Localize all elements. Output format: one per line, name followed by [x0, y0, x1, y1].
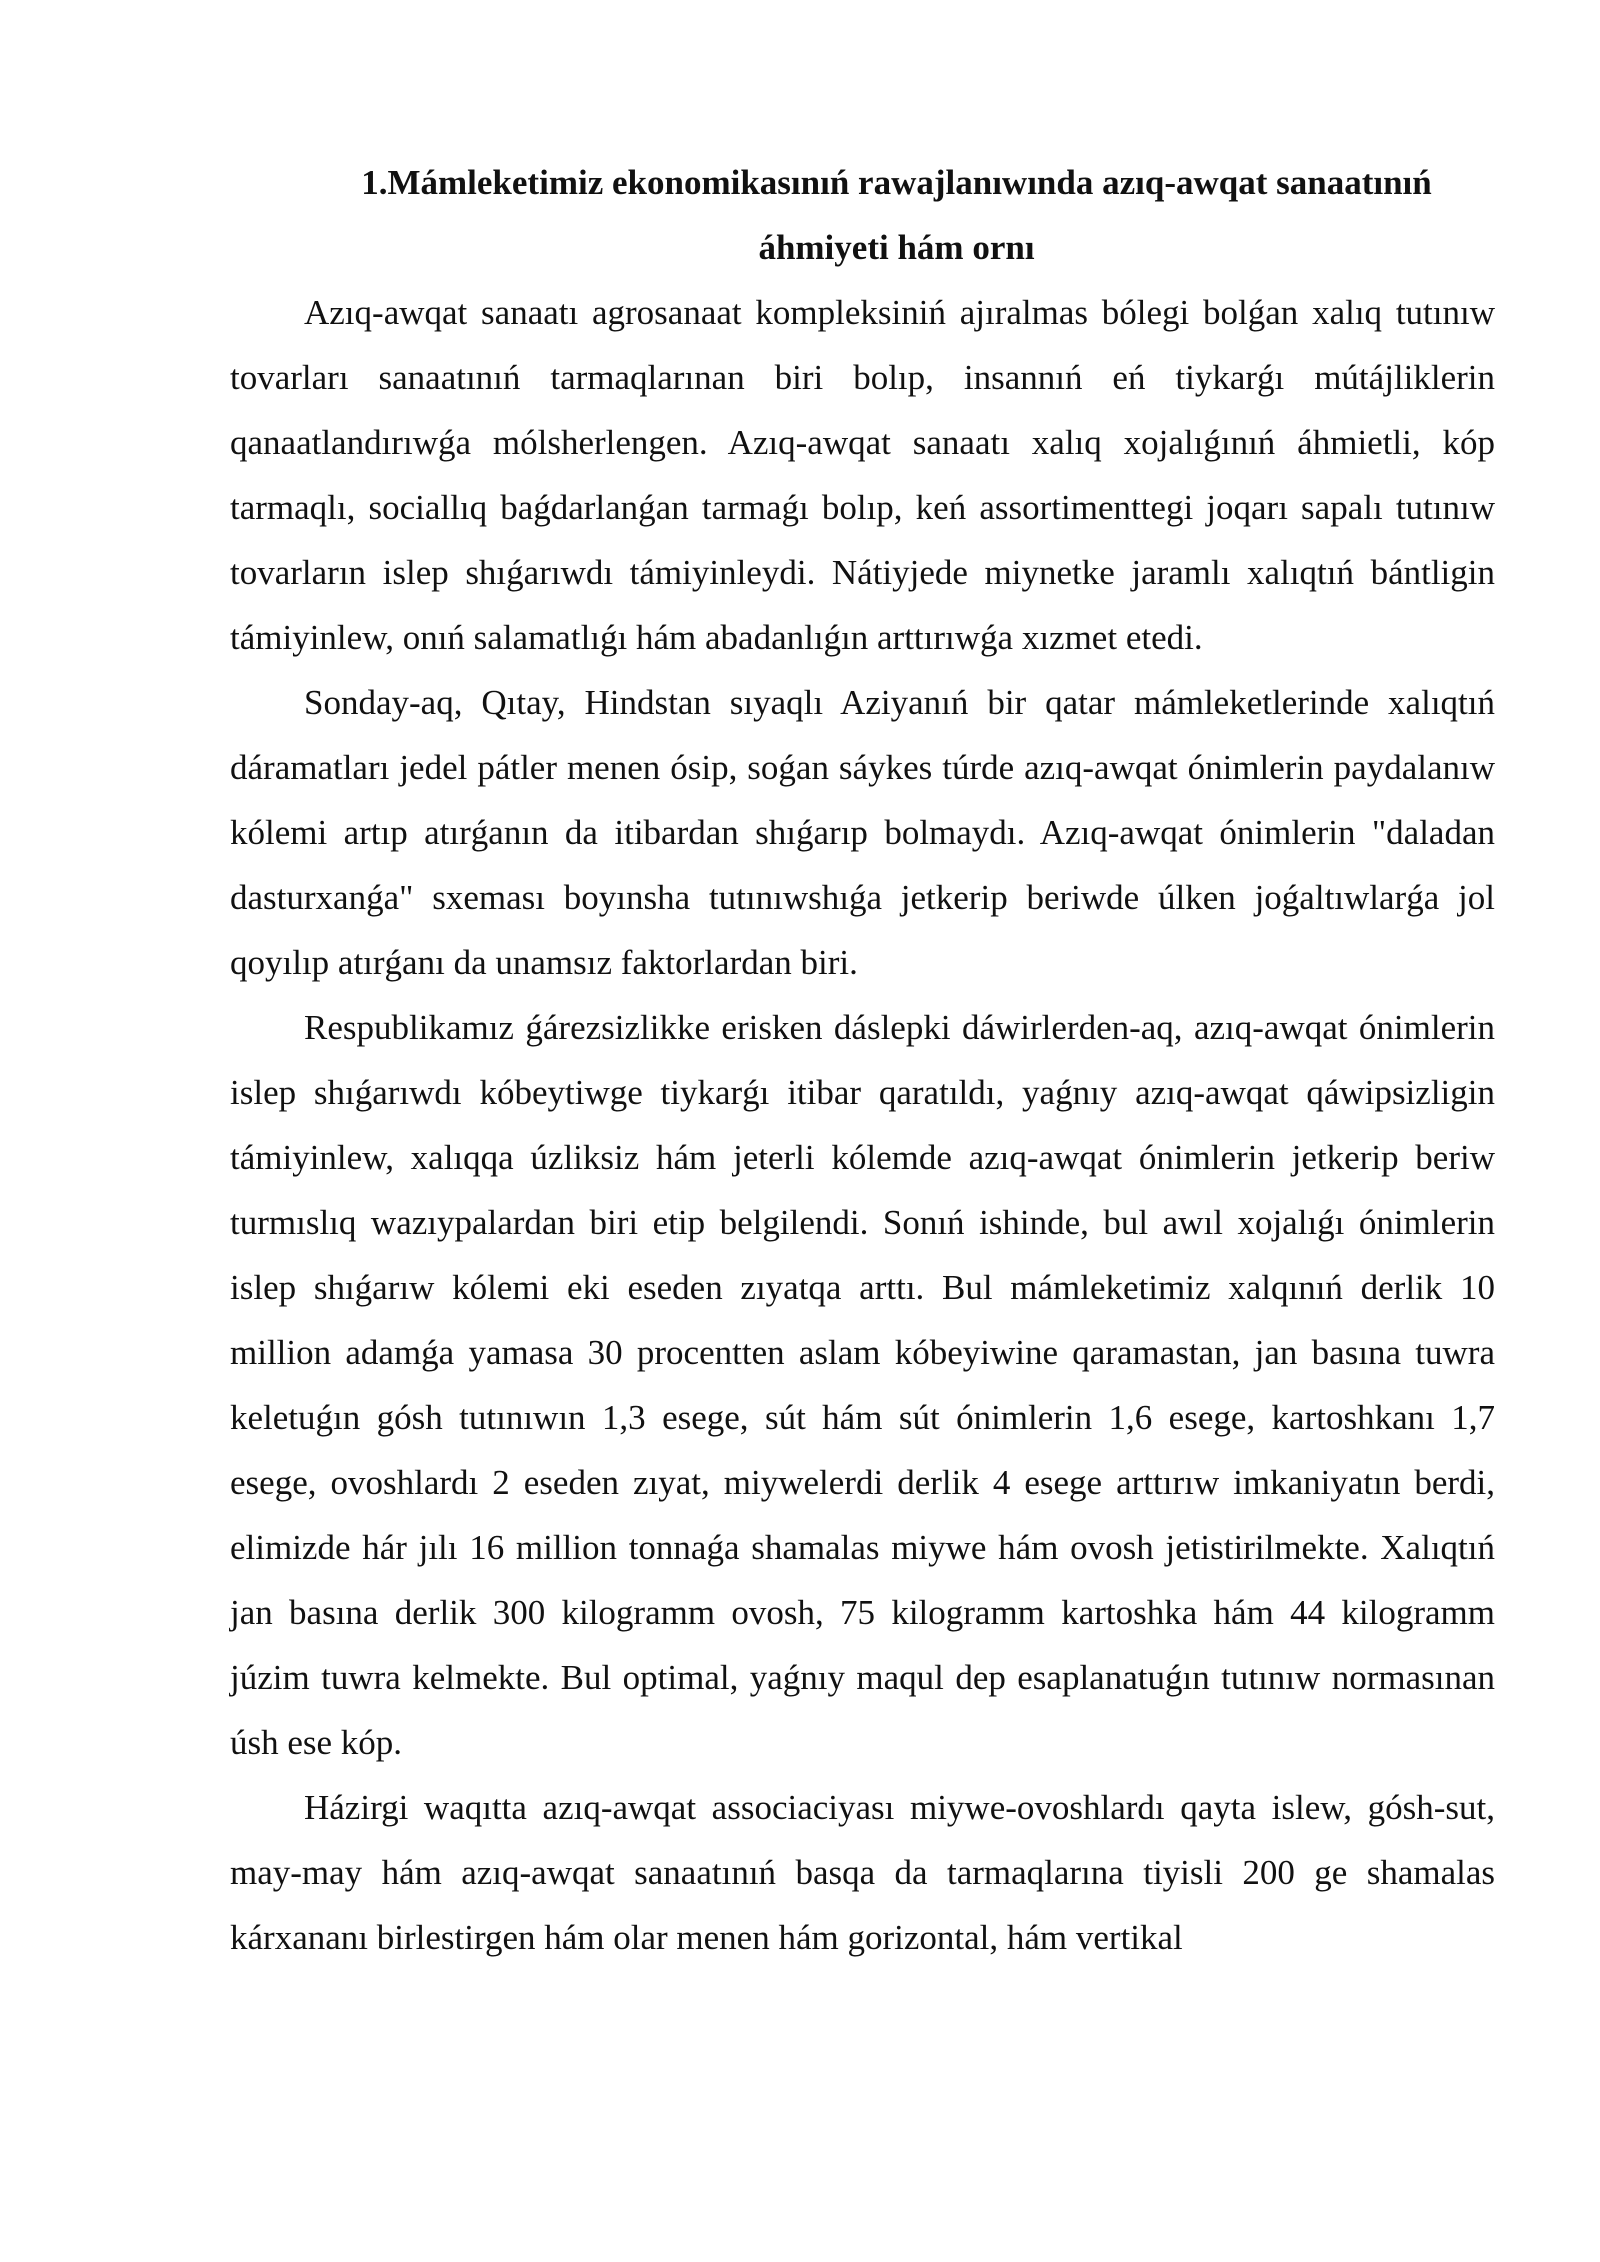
section-title: 1.Mámleketimiz ekonomikasınıń rawajlanıwında azıq-awqat sanaatınıń áhmiyeti hám ornı	[361, 163, 1432, 267]
paragraph-3: Respublikamız ǵárezsizlikke erisken dáslepki dáwirlerden-aq, azıq-awqat ónimlerin islep shıǵarıwdı kóbeytiwge tiykarǵı itibar qaratıldı, yaǵnıy azıq-awqat qáwipsizligin támiyinlew, xalıqqa úzliksiz hám jeterli kólemde azıq-awqat ónimlerin jetkerip beriw turmıslıq wazıypalardan biri etip belgilendi. Sonıń ishinde, bul awıl xojalıǵı ónimlerin islep shıǵarıw kólemi eki eseden zıyatqa arttı. Bul mámleketimiz xalqınıń derlik 10 million adamǵa yamasa 30 procentten aslam kóbeyiwine qaramastan, jan basına tuwra keletuǵın gósh tutınıwın 1,3 esege, sút hám sút ónimlerin 1,6 esege, kartoshkanı 1,7 esege, ovoshlardı 2 eseden zıyat, miywelerdi derlik 4 esege arttırıw imkaniyatın berdi, elimizde hár jılı 16 million tonnaǵa shamalas miywe hám ovosh jetistirilmekte. Xalıqtıń jan basına derlik 300 kilogramm ovosh, 75 kilogramm kartoshka hám 44 kilogramm júzim tuwra kelmekte. Bul optimal, yaǵnıy maqul dep esaplanatuǵın tutınıw normasınan úsh ese kóp.	[230, 1008, 1495, 1762]
document-body	[230, 150, 1495, 1970]
paragraph-2: Sonday-aq, Qıtay, Hindstan sıyaqlı Aziyanıń bir qatar mámleketlerinde xalıqtıń dáramatları jedel pátler menen ósip, soǵan sáykes túrde azıq-awqat ónimlerin paydalanıw kólemi artıp atırǵanın da itibardan shıǵarıp bolmaydı. Azıq-awqat ónimlerin "daladan dasturxanǵa" sxeması boyınsha tutınıwshıǵa jetkerip beriwde úlken joǵaltıwlarǵa jol qoyılıp atırǵanı da unamsız faktorlardan biri.	[230, 683, 1495, 982]
paragraph-1: Azıq-awqat sanaatı agrosanaat kompleksiniń ajıralmas bólegi bolǵan xalıq tutınıw tovarları sanaatınıń tarmaqlarınan biri bolıp, insannıń eń tiykarǵı mútájliklerin qanaatlandırıwǵa mólsherlengen. Azıq-awqat sanaatı xalıq xojalıǵınıń áhmietli, kóp tarmaqlı, sociallıq baǵdarlanǵan tarmaǵı bolıp, keń assortimenttegi joqarı sapalı tutınıw tovarların islep shıǵarıwdı támiyinleydi. Nátiyjede miynetke jaramlı xalıqtıń bántligin támiyinlew, onıń salamatlıǵı hám abadanlıǵın arttırıwǵa xızmet etedi.	[230, 293, 1495, 657]
paragraph-4: Házirgi waqıtta azıq-awqat associaciyası miywe-ovoshlardı qayta islew, gósh-sut, may-may hám azıq-awqat sanaatınıń basqa da tarmaqlarına tiyisli 200 ge shamalas kárxananı birlestirgen hám olar menen hám gorizontal, hám vertikal	[230, 1788, 1495, 1957]
